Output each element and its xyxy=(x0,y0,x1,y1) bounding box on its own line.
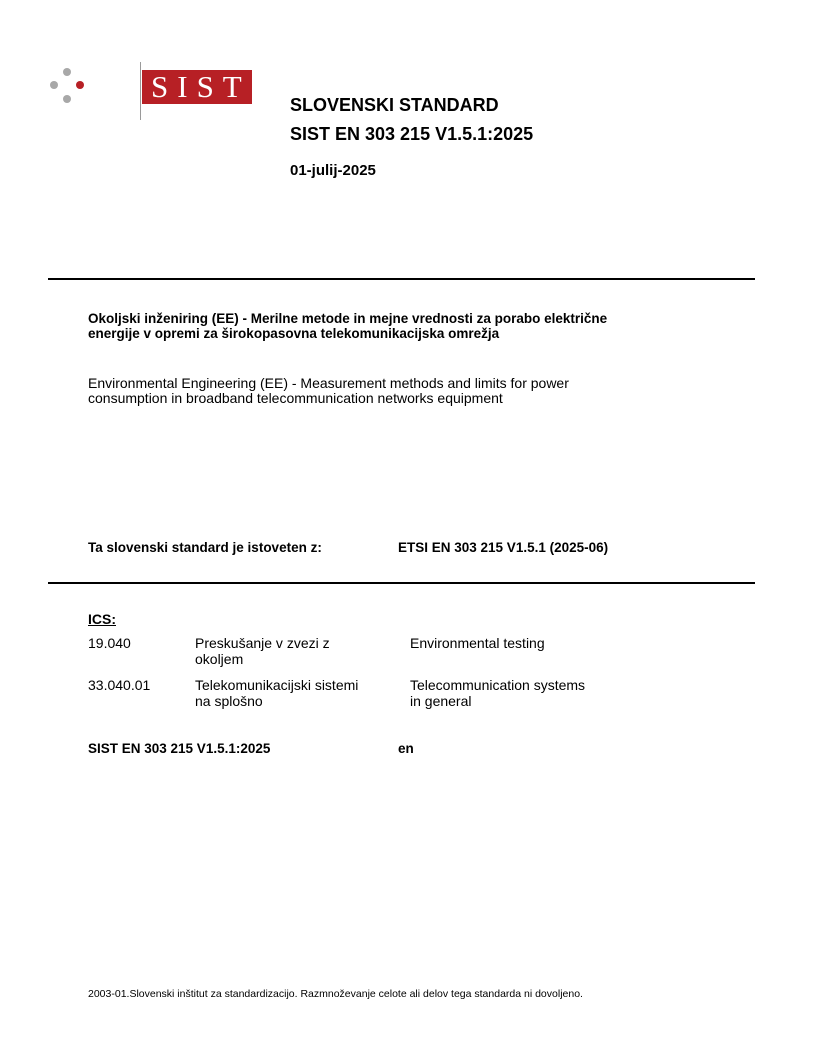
divider-top xyxy=(48,278,755,280)
document-number: SIST EN 303 215 V1.5.1:2025 xyxy=(88,741,271,756)
logo-divider xyxy=(140,62,141,120)
divider-bottom xyxy=(48,582,755,584)
publication-date: 01-julij-2025 xyxy=(290,162,376,179)
logo-wordmark: SIST xyxy=(142,70,252,104)
logo-dot xyxy=(63,68,71,76)
logo-dot-accent xyxy=(76,81,84,89)
standard-type: SLOVENSKI STANDARD xyxy=(290,95,499,115)
title-sl-line1: Okoljski inženiring (EE) - Merilne metode in mejne vrednosti za porabo električne xyxy=(88,311,608,326)
title-sl-line2: energije v opremi za širokopasovna telekomunikacijska omrežja xyxy=(88,326,500,341)
ics-heading: ICS: xyxy=(88,611,116,627)
logo-dot xyxy=(63,95,71,103)
title-en-line2: consumption in broadband telecommunication networks equipment xyxy=(88,390,503,406)
standard-number: SIST EN 303 215 V1.5.1:2025 xyxy=(290,124,534,144)
ics-en-line1: Telecommunication systems xyxy=(410,677,586,693)
identical-value: ETSI EN 303 215 V1.5.1 (2025-06) xyxy=(398,540,609,555)
logo-dot xyxy=(50,81,58,89)
ics-sl-line1: Telekomunikacijski sistemi xyxy=(195,677,359,693)
ics-sl-line1: Preskušanje v zvezi z xyxy=(195,635,330,651)
ics-en-line1: Environmental testing xyxy=(410,635,545,651)
sist-logo xyxy=(48,62,251,120)
ics-sl-line2: okoljem xyxy=(195,651,244,667)
identical-label: Ta slovenski standard je istoveten z: xyxy=(88,540,322,555)
ics-en-line2: in general xyxy=(410,693,472,709)
ics-code: 19.040 xyxy=(88,635,131,651)
ics-code: 33.040.01 xyxy=(88,677,151,693)
ics-sl-line2: na splošno xyxy=(195,693,263,709)
document-language: en xyxy=(398,741,414,756)
copyright-notice: 2003-01.Slovenski inštitut za standardizacijo. Razmnoževanje celote ali delov tega standarda ni dovoljeno. xyxy=(88,988,583,1000)
title-en-line1: Environmental Engineering (EE) - Measurement methods and limits for power xyxy=(88,375,569,391)
